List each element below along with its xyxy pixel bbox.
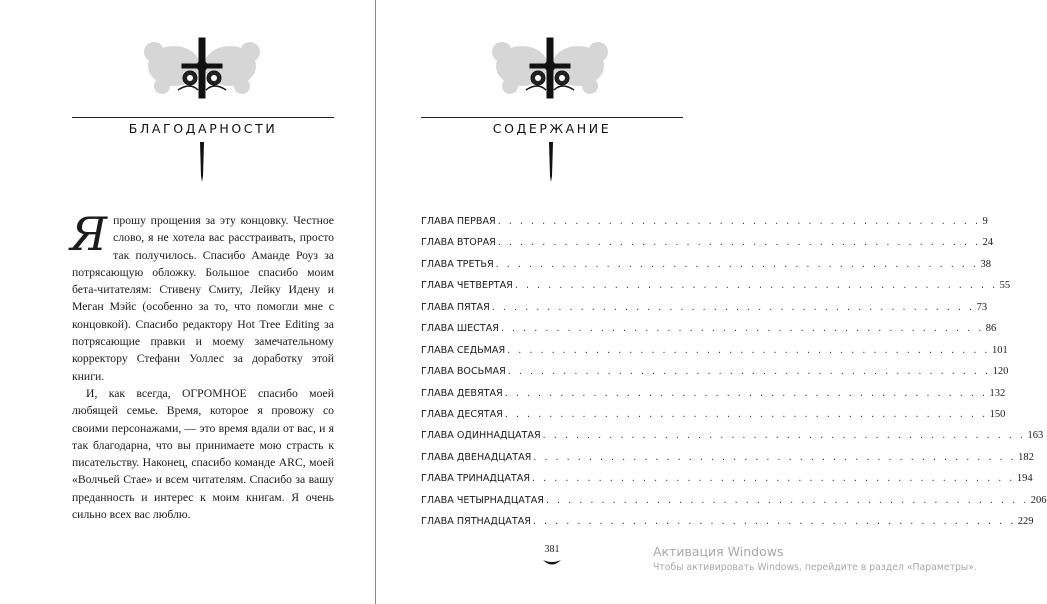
toc-chapter-title: ГЛАВА ОДИННАДЦАТАЯ <box>421 430 541 442</box>
swoosh-ornament-icon <box>542 559 562 567</box>
blade-ornament-icon <box>547 142 555 182</box>
toc-leader-dots: . . . . . . . . . . . . . . . . . . . . . . . . . . . . . . . . . . . . . . . . . . . . <box>507 344 990 356</box>
toc-leader-dots: . . . . . . . . . . . . . . . . . . . . . . . . . . . . . . . . . . . . . . . . . . . . <box>532 473 1015 485</box>
toc-page-number: 38 <box>980 258 991 270</box>
toc-leader-dots: . . . . . . . . . . . . . . . . . . . . . . . . . . . . . . . . . . . . . . . . . . . . <box>500 323 984 335</box>
toc-page-number: 24 <box>982 237 994 249</box>
toc-chapter-title: ГЛАВА ПЯТНАДЦАТАЯ <box>421 516 531 528</box>
toc-row[interactable] <box>421 301 988 323</box>
page-number: 381 <box>544 544 560 555</box>
watermark-title: Активация Windows <box>653 544 784 559</box>
toc-leader-dots: . . . . . . . . . . . . . . . . . . . . . . . . . . . . . . . . . . . . . . . . . . . . <box>532 516 1016 528</box>
toc-chapter-title: ГЛАВА ДЕВЯТАЯ <box>421 387 503 399</box>
toc-page-number: 182 <box>1018 451 1034 463</box>
watermark-subtitle: Чтобы активировать Windows, перейдите в раздел «Параметры». <box>653 562 977 573</box>
toc-leader-dots: . . . . . . . . . . . . . . . . . . . . . . . . . . . . . . . . . . . . . . . . . . . . <box>491 301 975 313</box>
toc-leader-dots: . . . . . . . . . . . . . . . . . . . . . . . . . . . . . . . . . . . . . . . . . . . . <box>542 430 1026 442</box>
toc-leader-dots: . . . . . . . . . . . . . . . . . . . . . . . . . . . . . . . . . . . . . . . . . . . . <box>533 451 1017 463</box>
header-rule <box>72 117 334 118</box>
toc-page-number: 120 <box>992 366 1009 378</box>
sword-emblem-icon <box>480 38 620 98</box>
toc-row[interactable] <box>421 387 1006 409</box>
toc-chapter-title: ГЛАВА ВТОРАЯ <box>421 237 496 249</box>
toc-row[interactable] <box>421 344 1008 366</box>
toc-chapter-title: ГЛАВА ДВЕНАДЦАТАЯ <box>421 451 532 463</box>
toc-row[interactable] <box>421 451 1034 473</box>
toc-row[interactable] <box>421 216 988 237</box>
toc-chapter-title: ГЛАВА ШЕСТАЯ <box>421 323 499 335</box>
toc-leader-dots: . . . . . . . . . . . . . . . . . . . . . . . . . . . . . . . . . . . . . . . . . . . . <box>504 408 988 420</box>
toc-page-number: 101 <box>992 344 1008 356</box>
toc-page-number: 206 <box>1030 494 1047 506</box>
page-heading: СОДЕРЖАНИЕ <box>492 121 612 136</box>
toc-row[interactable] <box>421 323 997 344</box>
toc-chapter-title: ГЛАВА ЧЕТЫРНАДЦАТАЯ <box>421 494 544 506</box>
toc-row[interactable] <box>421 473 1033 494</box>
toc-row[interactable] <box>421 366 1009 387</box>
toc-row[interactable] <box>421 237 994 258</box>
toc-chapter-title: ГЛАВА ДЕСЯТАЯ <box>421 408 503 420</box>
toc-page-number: 73 <box>976 301 988 313</box>
toc-page-number: 163 <box>1027 430 1044 442</box>
table-of-contents <box>421 216 1047 538</box>
toc-leader-dots: . . . . . . . . . . . . . . . . . . . . . . . . . . . . . . . . . . . . . . . . . . . . <box>497 237 981 249</box>
toc-chapter-title: ГЛАВА ПЕРВАЯ <box>421 216 496 227</box>
toc-leader-dots: . . . . . . . . . . . . . . . . . . . . . . . . . . . . . . . . . . . . . . . . . . . . <box>497 216 981 227</box>
toc-page-number: 9 <box>982 216 988 227</box>
toc-row[interactable] <box>421 258 991 280</box>
toc-page-number: 86 <box>985 323 997 335</box>
toc-leader-dots: . . . . . . . . . . . . . . . . . . . . . . . . . . . . . . . . . . . . . . . . . . . . <box>495 258 979 270</box>
toc-chapter-title: ГЛАВА ВОСЬМАЯ <box>421 366 506 378</box>
toc-chapter-title: ГЛАВА ПЯТАЯ <box>421 301 490 313</box>
toc-chapter-title: ГЛАВА ТРИНАДЦАТАЯ <box>421 473 531 485</box>
toc-row[interactable] <box>421 494 1047 516</box>
toc-page-number: 229 <box>1017 516 1034 528</box>
toc-leader-dots: . . . . . . . . . . . . . . . . . . . . . . . . . . . . . . . . . . . . . . . . . . . . <box>514 280 998 292</box>
page-heading: БЛАГОДАРНОСТИ <box>128 121 278 136</box>
toc-chapter-title: ГЛАВА ЧЕТВЕРТАЯ <box>421 280 513 292</box>
windows-activation-watermark <box>653 544 977 573</box>
toc-chapter-title: ГЛАВА СЕДЬМАЯ <box>421 344 506 356</box>
drop-cap: Я <box>70 207 108 261</box>
paragraph-text: прошу прощения за эту концовку. Честное слово, я не хотела вас расстраивать, просто так получилось. Спасибо Аманде Роуз за потрясающую обложку. Большое спасибо моим бета-читателям: Стивену Смиту, Лейку Идену и Меган Мэйс (особенно за то, что помогли мне с концовкой). Спасибо редактору Hot Tree Editing за потрясающие правки и моему замечательному корректору Стефани Уоллес за доработку этой книги. <box>72 214 334 383</box>
sword-emblem-icon <box>132 38 272 98</box>
toc-row[interactable] <box>421 516 1034 537</box>
paragraph <box>70 207 334 385</box>
toc-row[interactable] <box>421 408 1006 430</box>
toc-leader-dots: . . . . . . . . . . . . . . . . . . . . . . . . . . . . . . . . . . . . . . . . . . . . <box>504 387 988 399</box>
toc-page-number: 55 <box>999 280 1011 292</box>
toc-leader-dots: . . . . . . . . . . . . . . . . . . . . . . . . . . . . . . . . . . . . . . . . . . . . <box>545 494 1029 506</box>
toc-row[interactable] <box>421 280 1011 301</box>
toc-leader-dots: . . . . . . . . . . . . . . . . . . . . . . . . . . . . . . . . . . . . . . . . . . . . <box>507 366 991 378</box>
paragraph: И, как всегда, ОГРОМНОЕ спасибо моей любящей семье. Время, которое я провожу со своими персонажами, — это время вдали от вас, и я так благодарна, что вы принимаете мою страсть к писательству. Наконец, спасибо команде ARC, моей «Волчьей Стае» и всем читателям. Спасибо за вашу преданность и интерес к моим книгам. Я очень сильно всех вас люблю. <box>72 386 334 522</box>
toc-page-number: 132 <box>989 387 1006 399</box>
left-page <box>0 0 375 604</box>
header-rule <box>421 117 683 118</box>
toc-page-number: 194 <box>1016 473 1033 485</box>
acknowledgments-text <box>70 207 334 523</box>
blade-ornament-icon <box>198 142 206 182</box>
toc-chapter-title: ГЛАВА ТРЕТЬЯ <box>421 258 494 270</box>
toc-page-number: 150 <box>989 408 1006 420</box>
toc-row[interactable] <box>421 430 1044 451</box>
